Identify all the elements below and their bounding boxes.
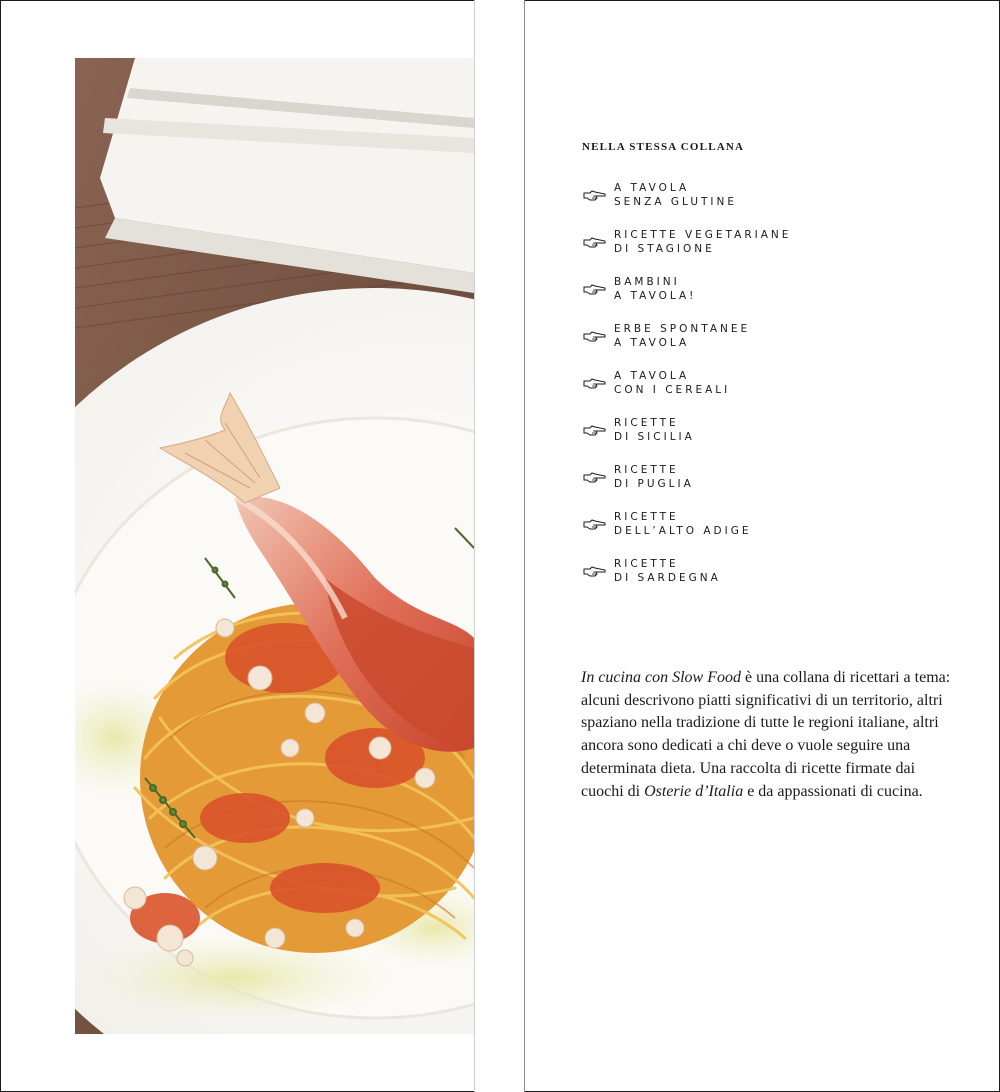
series-item-sardegna (583, 548, 791, 595)
pointing-hand-icon (583, 565, 607, 579)
series-heading: NELLA STESSA COLLANA (582, 141, 745, 153)
series-name: In cucina con Slow Food (581, 669, 741, 686)
pointing-hand-icon (583, 377, 607, 391)
series-item-title: A TAVOLA CON I CEREALI (614, 369, 731, 396)
pasta-with-red-mullet-photo (75, 58, 474, 1034)
left-page (0, 0, 474, 1092)
pointing-hand-icon (583, 236, 607, 250)
series-item-vegetariane (583, 219, 791, 266)
series-item-senza-glutine (583, 172, 791, 219)
series-item-title: RICETTE DELL’ALTO ADIGE (614, 510, 752, 537)
series-item-title: ERBE SPONTANEE A TAVOLA (614, 322, 751, 349)
description-text-2: e da appassionati di cucina. (743, 782, 923, 800)
pointing-hand-icon (583, 283, 607, 297)
guide-name: Osterie d’Italia (644, 782, 744, 800)
series-item-bambini (583, 266, 791, 313)
series-item-puglia (583, 454, 791, 501)
series-item-alto-adige (583, 501, 791, 548)
description-text-1: è una collana di ricettari a tema: alcuni descrivono piatti significativi di un territorio, altri spaziano nella tradizione di tutte le regioni italiane, altri ancora sono dedicati a chi deve o vuole seguire una determinata dieta. Una raccolta di ricette firmate dai cuochi di (581, 669, 951, 800)
book-spine-gap (474, 0, 524, 1092)
page-fold-line (474, 0, 475, 1092)
pointing-hand-icon (583, 471, 607, 485)
series-item-title: BAMBINI A TAVOLA! (614, 275, 697, 302)
series-list (583, 172, 791, 595)
series-item-title: RICETTE DI SARDEGNA (614, 557, 721, 584)
pointing-hand-icon (583, 518, 607, 532)
series-item-title: RICETTE DI PUGLIA (614, 463, 694, 490)
series-item-title: A TAVOLA SENZA GLUTINE (614, 181, 738, 208)
pointing-hand-icon (583, 189, 607, 203)
pointing-hand-icon (583, 424, 607, 438)
series-item-sicilia (583, 407, 791, 454)
right-page (525, 0, 999, 1092)
series-item-title: RICETTE DI SICILIA (614, 416, 695, 443)
pointing-hand-icon (583, 330, 607, 344)
series-item-erbe-spontanee (583, 313, 791, 360)
series-item-cereali (583, 360, 791, 407)
series-description (581, 667, 951, 803)
series-item-title: RICETTE VEGETARIANE DI STAGIONE (614, 228, 792, 255)
food-illustration (75, 58, 474, 1034)
